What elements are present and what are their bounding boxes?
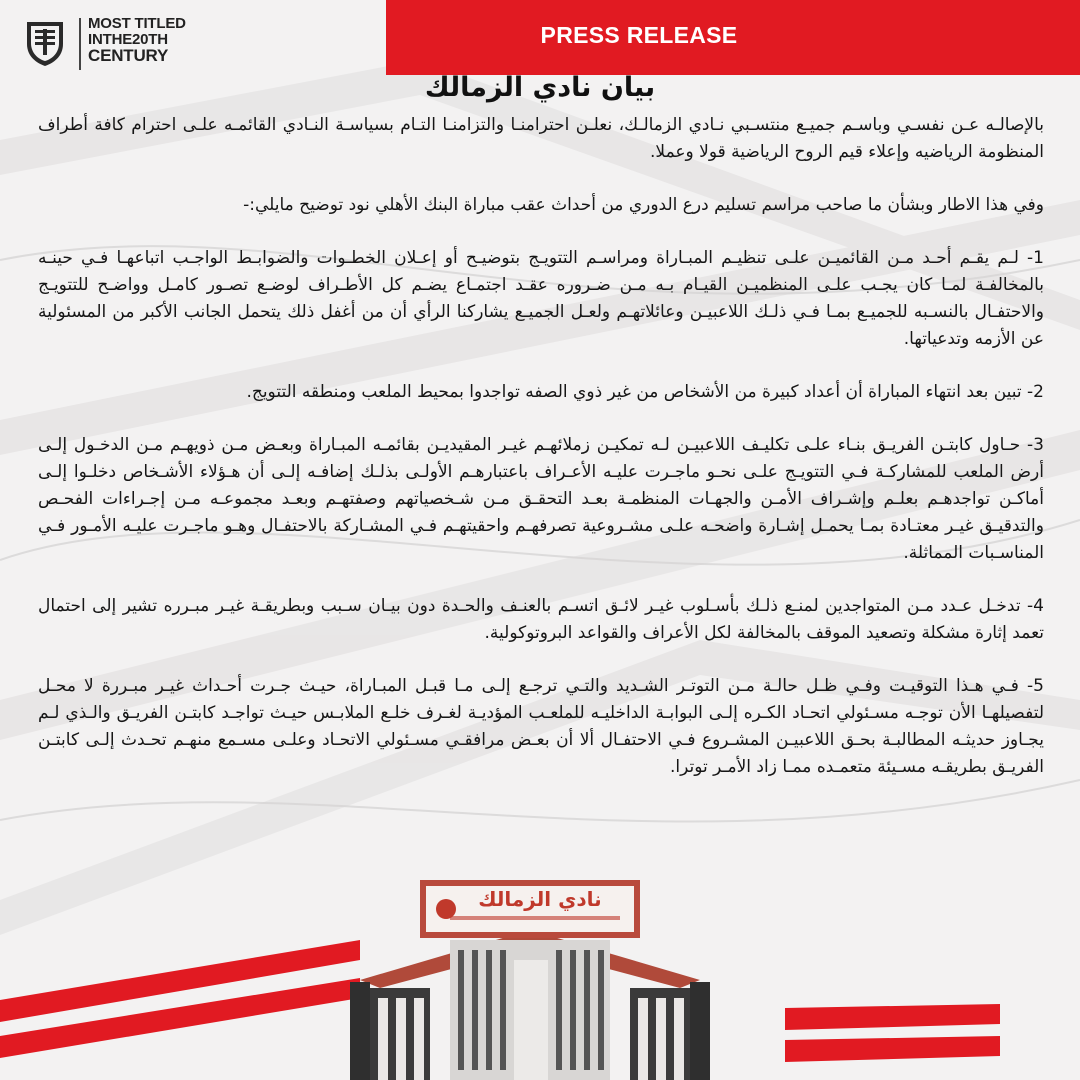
press-release-banner (386, 0, 1080, 75)
club-logo (20, 14, 220, 74)
building-sign-text: نادي الزمالك (478, 887, 602, 911)
point-4: 4- تدخـل عـدد مـن المتواجدين لمنـع ذلـك بأسـلوب غيـر لائـق اتسـم بالعنـف والحـدة دون بيـان سـبب وبطريقـة غيـر مبـرره تشير إلى احتمال تعمد إثارة مشكلة وتصعيد الموقف بالمخالفة لكل الأعراف والقواعد البروتوكولية. (38, 596, 1044, 643)
statement-body (38, 112, 1044, 807)
press-release-label: PRESS RELEASE (540, 22, 738, 48)
point-1: 1- لـم يقـم أحـد مـن القائميـن علـى تنظيـم المبـاراة ومراسـم التتويـج بتوضيـح أو إعـلان الخطـوات والضوابـط الواجـب اتباعهـا فـي حينـه بالمخالفـة لمـا كان يجـب علـى المنظميـن القيـام بـه مـن ضـروره عقـد اجتمـاع يضـم كل الأطـراف لوضـع تصـور كامـل وواضـح للتتويـج والاحتفـال بالنسـبه للجميـع بمـا فـي ذلـك اللاعبيـن وعائلاتهـم ولعـل الجميـع يشاركنا الرأي أن من أغفل ذلك يتحمل الجانب الأكبر من المسئولية عن الأزمه وتدعياتها. (38, 248, 1044, 349)
right-red-stripes (785, 1004, 1000, 1062)
logo-line-1: MOST TITLED (88, 15, 186, 32)
zamalek-crest-icon (24, 18, 66, 68)
logo-line-2: INTHE20TH (88, 31, 168, 48)
intro-paragraph: بالإصالـه عـن نفسـي وباسـم جميـع منتسـبي نـادي الزمالـك، نعلـن احترامنـا والتزامنـا التـام بسياسـة النـادي القائمـه علـى احترام كافة أطراف المنظومة الرياضيه وإعلاء قيم الروح الرياضية قولا وعملا. (38, 115, 1044, 162)
point-5: 5- فـي هـذا التوقيـت وفـي ظـل حالـة مـن التوتـر الشـديد والتـي ترجـع إلـى مـا قبـل المبـاراة، حيـث جـرت أحـداث غيـر مبـررة لا محـل لتفصيلهـا الأن توجـه مسـئولي اتحـاد الكـره إلـى البوابـة الداخليـه للملعـب المؤديـة لغـرف خلـع الملابـس حيـث تواجـد كابتـن الفريـق والـذي لـم يجـاوز حديثـه المطالبـة بحـق اللاعبيـن المشـروع فـي الاحتفـال ألا أن بعـض مرافقـي مسـئولي الاتحـاد وعلـى مسـمع منهـم تحـدث إلـى كابتـن الفريـق بطريقـه مسـيئة متعمـده ممـا زاد الأمـر توترا. (38, 676, 1044, 777)
point-2: 2- تبين بعد انتهاء المباراة أن أعداد كبيرة من الأشخاص من غير ذوي الصفه تواجدوا بمحيط الملعب ومنطقه التتويج. (246, 382, 1044, 402)
logo-divider (79, 18, 81, 70)
logo-tagline (88, 16, 186, 64)
club-building-illustration (330, 870, 730, 1080)
logo-line-3: CENTURY (88, 46, 169, 65)
left-red-stripes (0, 940, 360, 1058)
point-3: 3- حـاول كابتـن الفريـق بنـاء علـى تكليـف اللاعبيـن لـه تمكيـن زملائهـم غيـر المقيديـن بقائمـه المبـاراة وبعـض مـن ذويهـم مـن الدخـول إلـى أرض الملعب للمشاركـة فـي التتويـج علـى نحـو ماجـرت عليـه الأعـراف باعتبارهـم الأولـى بذلـك إضافـه إلـى أن هـؤلاء الأشـخاص دخلـوا إلـى أماكـن تواجدهـم بعلـم وإشـراف الأمـن والجهـات المنظمـة بعـد التحقـق مـن شـخصياتهم وصفتهـم وبعـد مجموعـه مـن إجـراءات الفحـص والتدقيـق غيـر معتـادة بمـا يحمـل إشـارة واضحـه علـى مشـروعية تصرفهـم واحقيتهـم فـي المشـاركة بالاحتفـال وهـو ماجـرت عليـه الأمـور فـي المناسـبات المماثلة. (38, 435, 1044, 563)
statement-title: بيان نادي الزمالك (424, 72, 656, 103)
context-paragraph: وفي هذا الاطار وبشأن ما صاحب مراسم تسليم درع الدوري من أحداث عقب مباراة البنك الأهلي نود توضيح مايلي:- (243, 195, 1044, 215)
